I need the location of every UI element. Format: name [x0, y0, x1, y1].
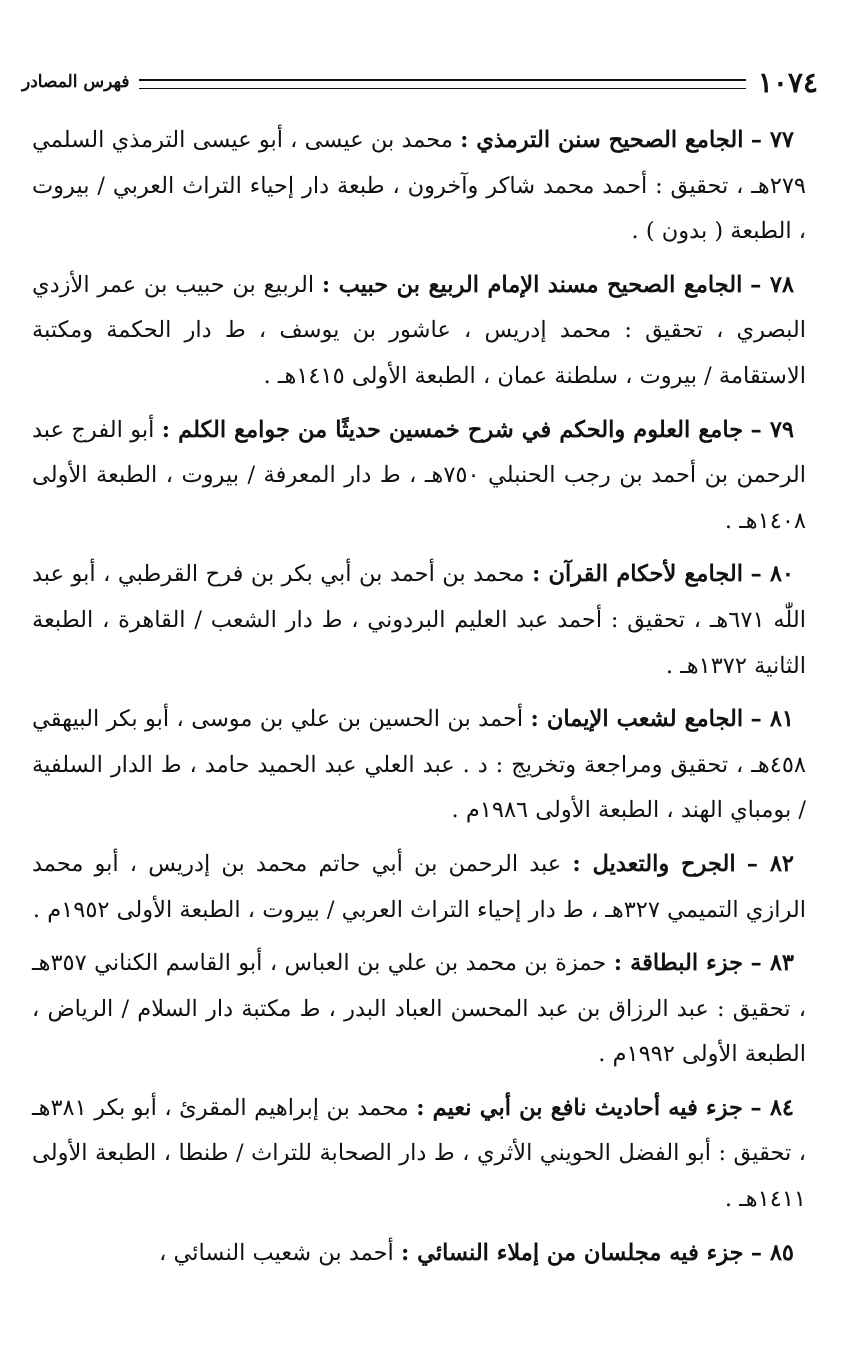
bibliography-entry-85: [32, 1231, 806, 1277]
bibliography-entry-77: [32, 118, 806, 255]
entry-title: الجامع الصحيح سنن الترمذي :: [460, 127, 744, 153]
entry-text: عبد الرحمن بن أبي حاتم محمد بن إدريس ، أبو محمد الرازي التميمي ٣٢٧هـ ، ط دار إحياء التراث العربي / بيروت ، الطبعة الأولى ١٩٥٢م .: [32, 850, 806, 923]
entry-text: أحمد بن الحسين بن علي بن موسى ، أبو بكر البيهقي ٤٥٨هـ ، تحقيق ومراجعة وتخريج : د . عبد العلي عبد الحميد حامد ، ط الدار السلفية / بومباي الهند ، الطبعة الأولى ١٩٨٦م .: [32, 706, 806, 824]
entry-number: ٧٩ –: [750, 416, 794, 443]
entry-title: الجامع لشعب الإيمان :: [530, 706, 744, 733]
entry-title: جزء البطاقة :: [613, 950, 744, 977]
entry-number: ٨١ –: [750, 706, 795, 733]
bibliography-entry-83: [32, 941, 806, 1078]
bibliography-list: [32, 118, 806, 1284]
entry-number: ٧٧ –: [750, 127, 794, 153]
entry-number: ٨٠ –: [750, 561, 795, 588]
entry-title: الجامع الصحيح مسند الإمام الربيع بن حبيب :: [321, 271, 743, 298]
entry-number: ٨٥ –: [750, 1239, 794, 1266]
running-title: فهرس المصادر: [22, 72, 130, 92]
entry-title: جزء فيه أحاديث نافع بن أبي نعيم :: [416, 1094, 743, 1121]
bibliography-entry-82: [32, 842, 806, 933]
entry-title: جزء فيه مجلسان من إملاء النسائي :: [400, 1239, 744, 1266]
running-header: [22, 62, 818, 102]
entry-text: حمزة بن محمد بن علي بن العباس ، أبو القاسم الكناني ٣٥٧هـ ، تحقيق : عبد الرزاق بن عبد المحسن العباد البدر ، ط مكتبة دار السلام / الرياض ، الطبعة الأولى ١٩٩٢م .: [32, 950, 806, 1068]
bibliography-entry-78: [32, 263, 806, 400]
entry-text: أبو الفرج عبد الرحمن بن أحمد بن رجب الحنبلي ٧٥٠هـ ، ط دار المعرفة / بيروت ، الطبعة الأولى ١٤٠٨هـ .: [32, 416, 807, 534]
entry-number: ٨٢ –: [746, 850, 794, 877]
entry-text: محمد بن أحمد بن أبي بكر بن فرح القرطبي ، أبو عبد اللّٰه ٦٧١هـ ، تحقيق : أحمد عبد العليم البردوني ، ط دار الشعب / القاهرة ، الطبعة الثانية ١٣٧٢هـ .: [32, 561, 806, 679]
entry-text: الربيع بن حبيب بن عمر الأزدي البصري ، تحقيق : محمد إدريس ، عاشور بن يوسف ، ط دار الحكمة ومكتبة الاستقامة / بيروت ، سلطنة عمان ، الطبعة الأولى ١٤١٥هـ .: [32, 271, 806, 389]
entry-title: الجرح والتعديل :: [572, 850, 736, 877]
bibliography-entry-79: [32, 408, 806, 545]
entry-number: ٨٣ –: [750, 950, 795, 977]
entry-title: الجامع لأحكام القرآن :: [532, 561, 743, 588]
entry-text: أحمد بن شعيب النسائي ،: [159, 1239, 394, 1266]
header-double-rule: [139, 79, 745, 89]
entry-text: محمد بن إبراهيم المقرئ ، أبو بكر ٣٨١هـ ، تحقيق : أبو الفضل الحويني الأثري ، ط دار الصحابة للتراث / طنطا ، الطبعة الأولى ١٤١١هـ .: [32, 1094, 806, 1213]
entry-text: محمد بن عيسى ، أبو عيسى الترمذي السلمي ٢٧٩هـ ، تحقيق : أحمد محمد شاكر وآخرون ، طبعة دار إحياء التراث العربي / بيروت ، الطبعة ( بدون ) .: [32, 127, 806, 245]
bibliography-entry-81: [32, 697, 806, 834]
entry-title: جامع العلوم والحكم في شرح خمسين حديثًا من جوامع الكلم :: [161, 416, 744, 443]
entry-number: ٧٨ –: [750, 271, 794, 298]
entry-number: ٨٤ –: [750, 1094, 794, 1121]
page-number: ١٠٧٤: [757, 65, 818, 99]
bibliography-entry-84: [32, 1086, 806, 1223]
bibliography-entry-80: [32, 552, 806, 689]
